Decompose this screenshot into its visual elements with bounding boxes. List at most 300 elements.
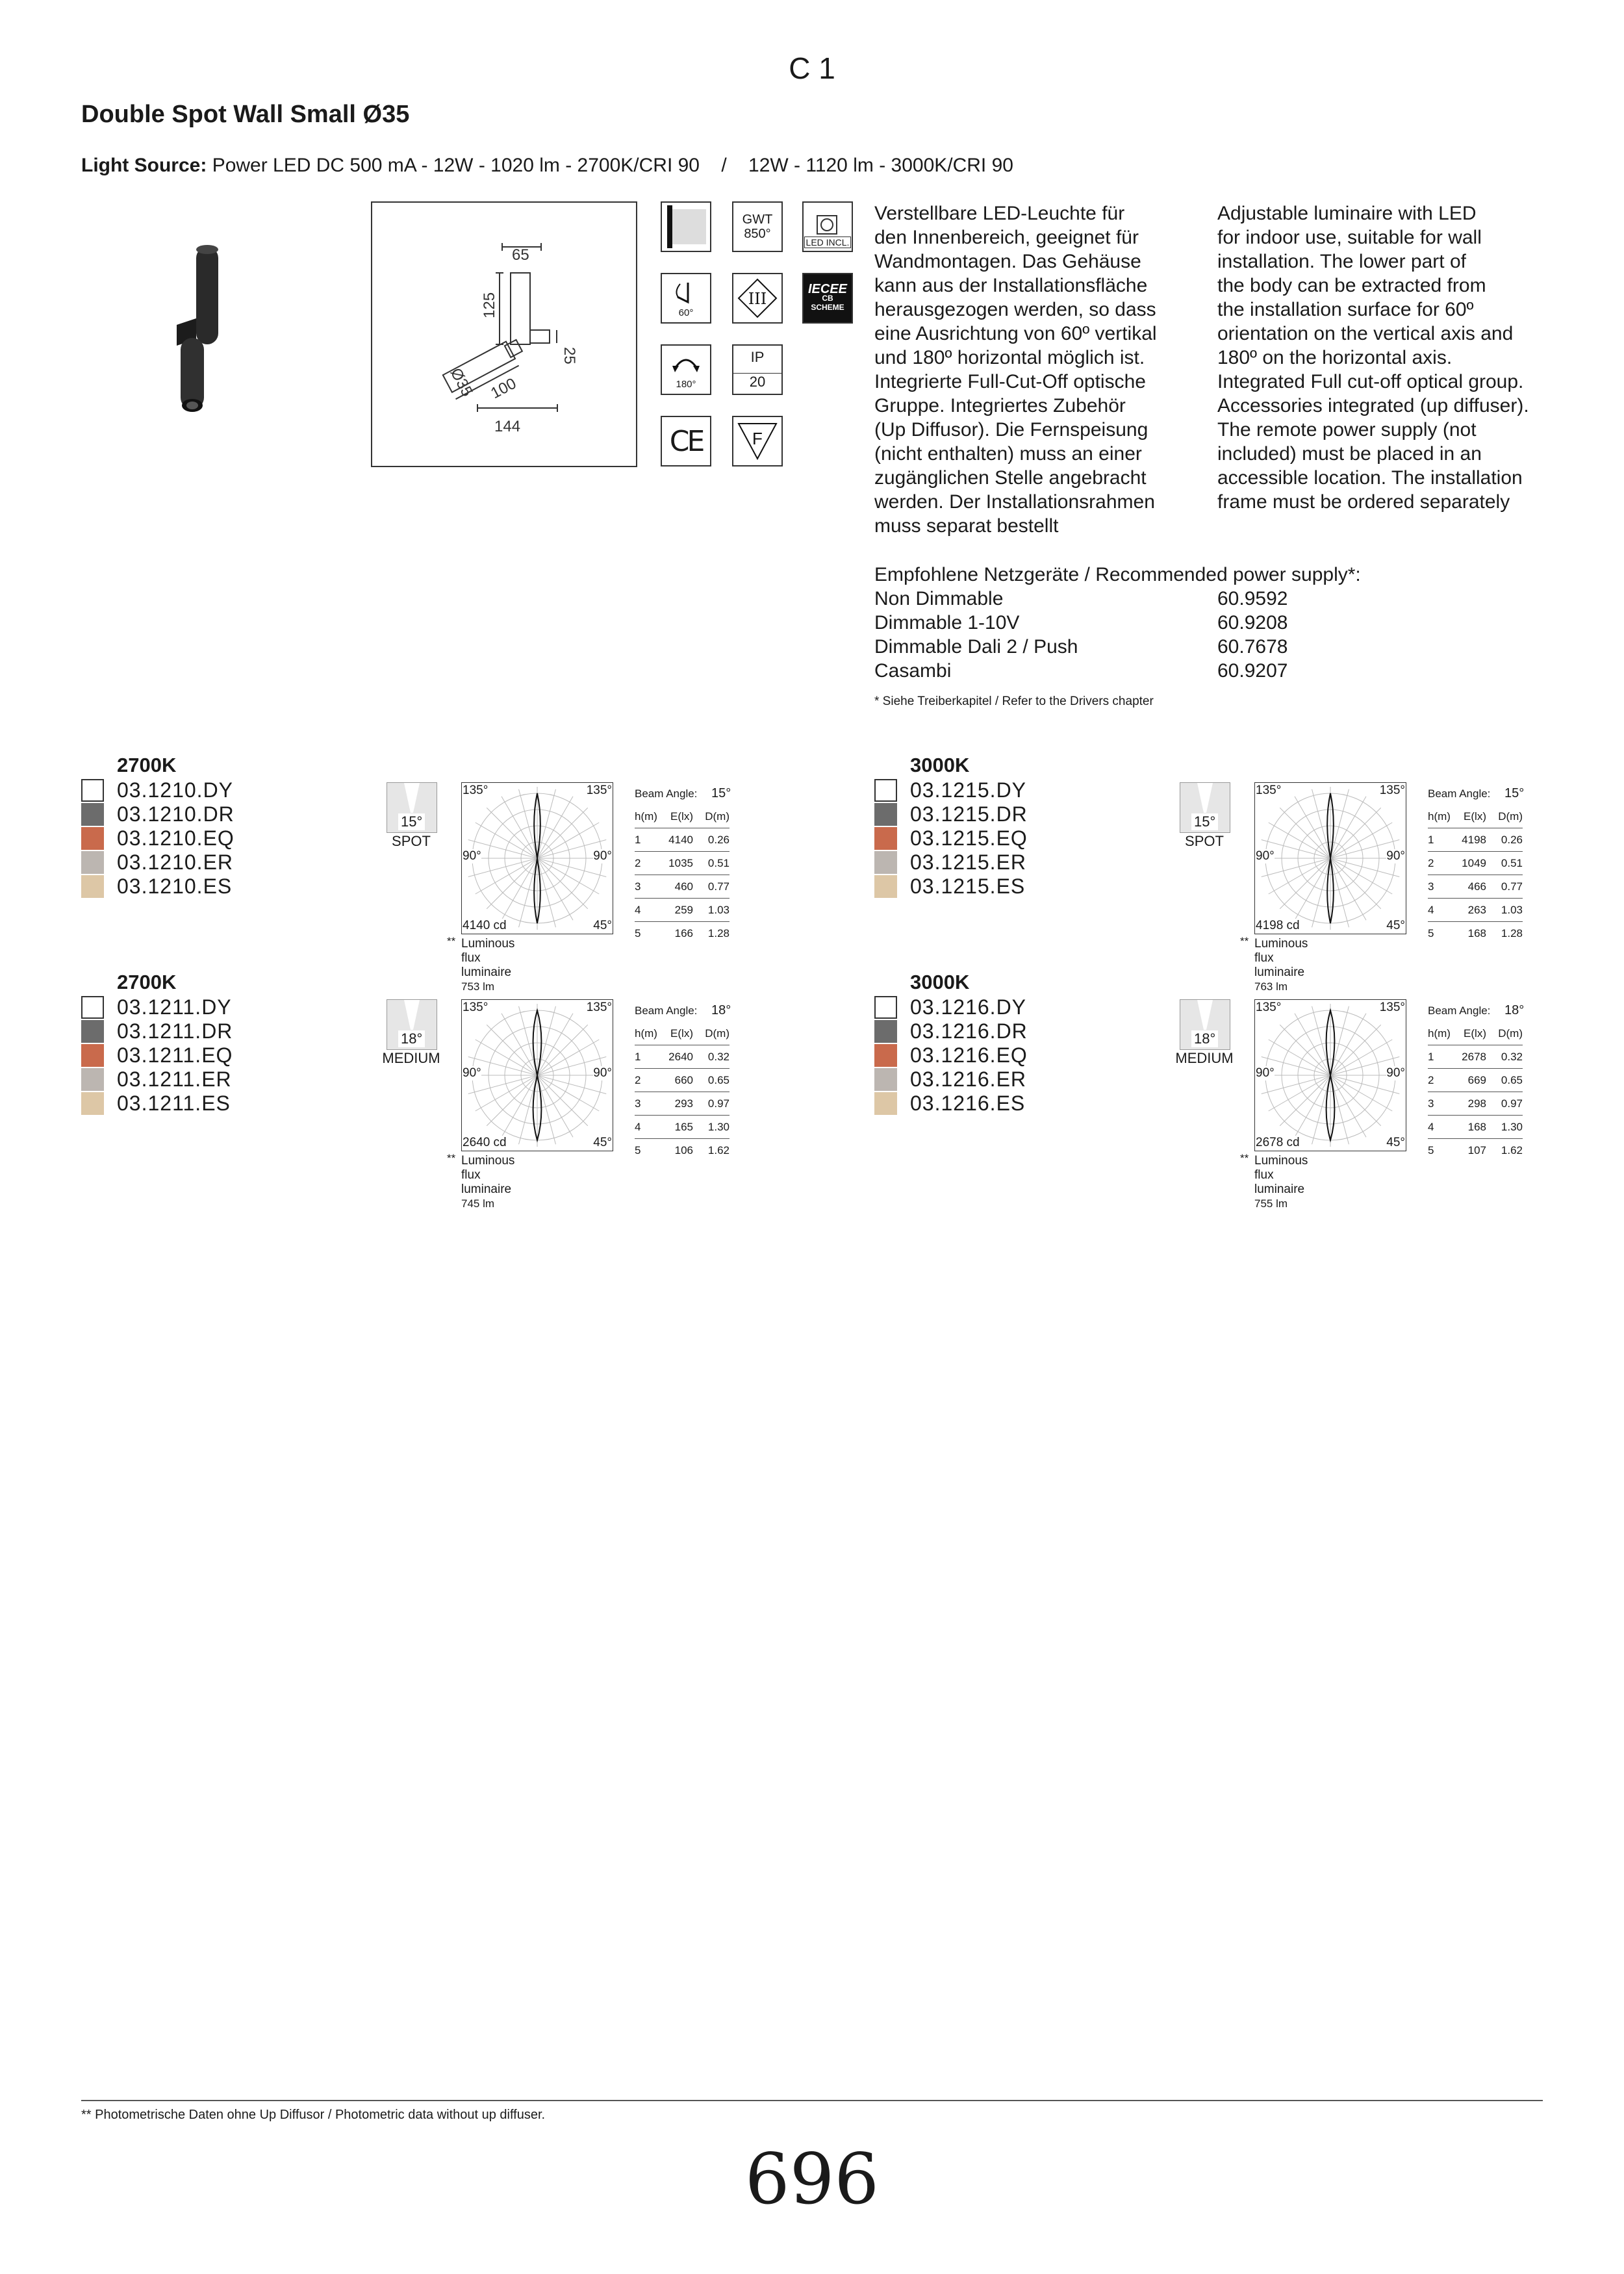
article-code: 03.1210.ER [117, 850, 234, 874]
polar-diagram [461, 782, 613, 934]
article-code-row [81, 995, 233, 1019]
article-code-row [874, 826, 1028, 850]
iecee-logo-icon [802, 273, 853, 324]
photometric-cell: 5 [635, 1143, 641, 1156]
power-supply-row [874, 611, 1361, 635]
article-code-row [874, 802, 1028, 826]
photometric-cell: 4 [1428, 1120, 1434, 1133]
article-code: 03.1215.DY [910, 778, 1027, 802]
photometric-header-cell: h(m) [635, 810, 657, 823]
ip-label: IP [750, 349, 765, 366]
product-image [162, 242, 234, 417]
photometric-cell: 0.97 [1501, 1097, 1523, 1110]
photometric-row [1428, 828, 1523, 852]
finish-swatch [81, 1020, 104, 1043]
beam-angle-value: 15° [1504, 786, 1525, 800]
desc-en-line: Accessories integrated (up diffuser). [1217, 395, 1529, 416]
desc-de-line: werden. Der Installationsrahmen [874, 491, 1155, 513]
photometric-row [635, 852, 730, 875]
finish-swatch [81, 851, 104, 874]
article-code-row [874, 1067, 1028, 1092]
article-code-row [874, 995, 1028, 1019]
photometric-table [1428, 999, 1523, 1162]
photometric-header-row [635, 1022, 730, 1045]
photometric-header-cell: E(lx) [670, 810, 693, 823]
photometric-row [1428, 1116, 1523, 1139]
article-code-row [81, 802, 235, 826]
desc-de-line: Verstellbare LED-Leuchte für [874, 203, 1125, 224]
desc-de-line: und 180º horizontal möglich ist. [874, 347, 1145, 368]
power-supply-code: 60.7678 [1217, 636, 1288, 658]
polar-label-bl: 2678 cd [1256, 1136, 1300, 1149]
photometric-cell: 1.28 [707, 926, 730, 939]
power-supply-name: Dimmable Dali 2 / Push [874, 636, 1078, 658]
photometric-header-cell: D(m) [1498, 1027, 1523, 1040]
photometric-cell: 0.32 [1501, 1050, 1523, 1063]
desc-de-line: muss separat bestellt [874, 515, 1059, 537]
desc-en-line: The remote power supply (not [1217, 419, 1477, 441]
power-supply-section [874, 563, 1361, 713]
photometric-row [635, 875, 730, 899]
rotate-icon [661, 344, 711, 395]
power-supply-row [874, 659, 1361, 683]
dim-25: 25 [561, 347, 578, 364]
photometric-cell: 1.30 [1501, 1120, 1523, 1133]
desc-de-line: Gruppe. Integriertes Zubehör [874, 395, 1126, 416]
photometric-cell: 0.51 [707, 856, 730, 869]
article-code-row [81, 850, 235, 875]
polar-label-mr: 90° [1386, 1066, 1405, 1080]
photometric-header-row [635, 805, 730, 828]
article-code: 03.1210.DR [117, 802, 235, 826]
iecee-line2: CB [822, 294, 833, 303]
wall-mount-icon [661, 201, 711, 252]
class-iii-label: III [748, 290, 767, 308]
dimension-drawing [371, 201, 637, 467]
beam-angle-label: Beam Angle: [635, 1004, 698, 1017]
desc-de-line: (nicht enthalten) muss an einer [874, 443, 1142, 465]
photometric-row [1428, 852, 1523, 875]
photometric-beam-row [635, 782, 730, 805]
photometric-cell: 0.26 [707, 833, 730, 846]
product-title: Double Spot Wall Small Ø35 [81, 101, 410, 128]
class-iii-icon [732, 273, 783, 324]
photometric-cell: 1 [1428, 833, 1434, 846]
article-code-row [874, 1019, 1028, 1043]
rotate-label: 180° [676, 378, 696, 390]
photometric-cell: 2 [635, 856, 641, 869]
photometric-cell: 1.62 [1501, 1143, 1523, 1156]
finish-swatch [81, 996, 104, 1019]
photometric-cell: 3 [1428, 1097, 1434, 1110]
polar-label-br: 45° [1386, 919, 1405, 932]
luminous-flux [1254, 937, 1308, 994]
photometric-cell: 168 [1467, 926, 1486, 939]
photometric-cell: 2 [1428, 1073, 1434, 1086]
luminous-flux [1254, 1154, 1308, 1211]
finish-swatch [81, 1092, 104, 1115]
photometric-cell: 0.65 [1501, 1073, 1523, 1086]
color-temperature: 2700K [117, 971, 177, 993]
beam-type-label: MEDIUM [1175, 1050, 1234, 1066]
desc-en-line: Integrated Full cut-off optical group. [1217, 371, 1524, 392]
photometric-cell: 2 [1428, 856, 1434, 869]
power-supply-name: Dimmable 1-10V [874, 612, 1020, 633]
luminous-flux-label: Luminous flux luminaire [461, 1154, 515, 1196]
article-code-row [874, 875, 1028, 899]
description-de [874, 201, 1157, 538]
desc-de-line: Wandmontagen. Das Gehäuse [874, 251, 1141, 272]
article-code-row [81, 778, 235, 802]
photometric-cell: 0.51 [1501, 856, 1523, 869]
color-temperature: 3000K [910, 971, 970, 993]
footnote-marker: ** [1240, 1152, 1249, 1164]
photometric-cell: 263 [1467, 903, 1486, 916]
beam-angle-label: Beam Angle: [1428, 1004, 1491, 1017]
photometric-cell: 0.77 [707, 880, 730, 893]
desc-en-line: accessible location. The installation [1217, 467, 1523, 489]
article-code: 03.1216.ES [910, 1092, 1026, 1115]
photometric-cell: 5 [1428, 926, 1434, 939]
footnote-marker: ** [447, 935, 456, 947]
finish-swatch [81, 1068, 104, 1091]
article-code: 03.1216.DR [910, 1019, 1028, 1043]
photometric-cell: 4198 [1462, 833, 1486, 846]
photometric-cell: 1035 [668, 856, 693, 869]
power-supply-code: 60.9592 [1217, 588, 1288, 609]
photometric-cell: 0.77 [1501, 880, 1523, 893]
photometric-row [635, 899, 730, 922]
photometric-cell: 1 [1428, 1050, 1434, 1063]
desc-en-line: the body can be extracted from [1217, 275, 1486, 296]
finish-swatch [81, 1044, 104, 1067]
photometric-row [1428, 1139, 1523, 1162]
photometric-cell: 4 [635, 1120, 641, 1133]
photometric-cell: 5 [1428, 1143, 1434, 1156]
light-source-text: Power LED DC 500 mA - 12W - 1020 lm - 2700K/CRI 90 / 12W - 1120 lm - 3000K/CRI 90 [212, 155, 1013, 176]
article-code-list [81, 778, 235, 899]
article-code: 03.1211.DY [117, 995, 232, 1019]
power-supply-name: Casambi [874, 660, 952, 682]
photometric-row [635, 922, 730, 945]
polar-label-ml: 90° [463, 849, 481, 863]
polar-label-bl: 4198 cd [1256, 919, 1300, 932]
photometric-header-cell: D(m) [705, 1027, 730, 1040]
photometric-cell: 3 [635, 1097, 641, 1110]
article-code: 03.1211.DR [117, 1019, 233, 1043]
beam-type-label: SPOT [392, 833, 431, 849]
photometric-cell: 2 [635, 1073, 641, 1086]
finish-swatch [874, 996, 897, 1019]
glow-wire-icon [732, 201, 783, 252]
photometric-cell: 293 [674, 1097, 693, 1110]
led-incl-label: LED INCL. [804, 236, 852, 248]
f-mark-label: F [752, 429, 763, 448]
article-code-row [874, 778, 1028, 802]
polar-label-ml: 90° [1256, 849, 1275, 863]
article-code: 03.1210.EQ [117, 826, 235, 850]
desc-en-line: Adjustable luminaire with LED [1217, 203, 1477, 224]
article-code: 03.1211.ES [117, 1092, 231, 1115]
photometric-cell: 1 [635, 1050, 641, 1063]
desc-de-line: Integrierte Full-Cut-Off optische [874, 371, 1146, 392]
footnote: ** Photometrische Daten ohne Up Diffusor / Photometric data without up diffuser. [81, 2108, 546, 2122]
photometric-cell: 460 [674, 880, 693, 893]
article-code-row [81, 1067, 233, 1092]
desc-en-line: the installation surface for 60º [1217, 299, 1474, 320]
beam-angle-value: 15° [711, 786, 731, 800]
desc-de-line: den Innenbereich, geeignet für [874, 227, 1139, 248]
photometric-cell: 4 [635, 903, 641, 916]
gwt-line2: 850° [744, 227, 771, 241]
article-code: 03.1210.ES [117, 875, 233, 898]
photometric-header-cell: D(m) [705, 810, 730, 823]
photometric-header-cell: h(m) [1428, 810, 1451, 823]
luminous-flux-label: Luminous flux luminaire [1254, 937, 1308, 979]
polar-label-ml: 90° [463, 1066, 481, 1080]
photometric-cell: 4140 [668, 833, 693, 846]
photometric-cell: 2640 [668, 1050, 693, 1063]
beam-degree: 18° [398, 1030, 425, 1047]
article-code: 03.1210.DY [117, 778, 234, 802]
polar-label-br: 45° [593, 919, 612, 932]
polar-label-bl: 4140 cd [463, 919, 507, 932]
photometric-cell: 107 [1467, 1143, 1486, 1156]
photometric-row [635, 1092, 730, 1116]
gwt-line1: GWT [742, 212, 773, 227]
photometric-header-cell: h(m) [1428, 1027, 1451, 1040]
photometric-beam-row [1428, 782, 1523, 805]
article-code: 03.1215.ES [910, 875, 1026, 898]
photometric-table [1428, 782, 1523, 945]
photometric-beam-row [635, 999, 730, 1022]
photometric-cell: 1049 [1462, 856, 1486, 869]
desc-de-line: herausgezogen werden, so dass [874, 299, 1156, 320]
led-included-icon [802, 201, 853, 252]
polar-label-tl: 135° [463, 1001, 488, 1014]
desc-en-line: installation. The lower part of [1217, 251, 1466, 272]
article-code: 03.1211.ER [117, 1067, 232, 1091]
photometric-table [635, 999, 730, 1162]
photometric-cell: 0.65 [707, 1073, 730, 1086]
photometric-cell: 0.26 [1501, 833, 1523, 846]
page-tag: C 1 [789, 51, 835, 85]
dim-100: 100 [488, 374, 520, 403]
luminous-flux-value: 753 lm [461, 980, 495, 993]
desc-de-line: (Up Diffusor). Die Fernspeisung [874, 419, 1148, 441]
polar-label-tl: 135° [1256, 1001, 1282, 1014]
polar-label-tl: 135° [463, 784, 488, 797]
polar-label-tr: 135° [586, 1001, 612, 1014]
color-temperature: 2700K [117, 754, 177, 776]
light-source [81, 155, 1013, 177]
beam-angle-label: Beam Angle: [1428, 787, 1491, 800]
power-supply-note: * Siehe Treiberkapitel / Refer to the Drivers chapter [874, 695, 1154, 708]
power-supply-heading: Empfohlene Netzgeräte / Recommended power supply*: [874, 564, 1361, 585]
polar-label-mr: 90° [593, 1066, 612, 1080]
footnote-marker: ** [1240, 935, 1249, 947]
photometric-cell: 1.30 [707, 1120, 730, 1133]
photometric-row [1428, 1069, 1523, 1092]
finish-swatch [81, 779, 104, 802]
finish-swatch [874, 875, 897, 898]
finish-swatch [874, 803, 897, 826]
photometric-cell: 259 [674, 903, 693, 916]
dim-144: 144 [494, 418, 521, 435]
luminous-flux-value: 755 lm [1254, 1197, 1288, 1210]
photometric-header-cell: E(lx) [1464, 1027, 1486, 1040]
ip-value: 20 [733, 373, 781, 390]
article-code-row [81, 875, 235, 899]
iecee-line1: IECEE [807, 282, 848, 296]
beam-type-label: MEDIUM [382, 1050, 440, 1066]
article-code: 03.1215.EQ [910, 826, 1028, 850]
photometric-row [635, 828, 730, 852]
finish-swatch [874, 1068, 897, 1091]
polar-label-br: 45° [593, 1136, 612, 1149]
photometric-header-cell: E(lx) [1464, 810, 1486, 823]
article-code-list [81, 995, 233, 1116]
photometric-table [635, 782, 730, 945]
finish-swatch [874, 827, 897, 850]
photometric-header-cell: E(lx) [670, 1027, 693, 1040]
desc-en-line: included) must be placed in an [1217, 443, 1482, 465]
ip-rating-icon [732, 344, 783, 395]
dim-35: Ø35 [446, 365, 476, 400]
article-code: 03.1211.EQ [117, 1043, 233, 1067]
finish-swatch [81, 875, 104, 898]
light-source-label: Light Source: [81, 155, 207, 176]
finish-swatch [81, 803, 104, 826]
ce-mark-icon: CE [661, 416, 711, 466]
finish-swatch [874, 779, 897, 802]
article-code-row [81, 1043, 233, 1067]
color-temperature: 3000K [910, 754, 970, 776]
footer-divider [81, 2100, 1543, 2101]
luminous-flux-label: Luminous flux luminaire [1254, 1154, 1308, 1196]
power-supply-code: 60.9207 [1217, 660, 1288, 682]
photometric-cell: 106 [674, 1143, 693, 1156]
photometric-cell: 466 [1467, 880, 1486, 893]
finish-swatch [874, 1020, 897, 1043]
desc-en-line: frame must be ordered separately [1217, 491, 1510, 513]
polar-diagram [1254, 999, 1406, 1151]
f-mark-icon [732, 416, 783, 466]
polar-label-tr: 135° [1379, 784, 1405, 797]
photometric-cell: 3 [635, 880, 641, 893]
photometric-row [635, 1116, 730, 1139]
polar-label-tl: 135° [1256, 784, 1282, 797]
polar-label-mr: 90° [593, 849, 612, 863]
photometric-row [1428, 1045, 1523, 1069]
photometric-row [1428, 922, 1523, 945]
article-code-row [81, 1092, 233, 1116]
luminous-flux-value: 763 lm [1254, 980, 1288, 993]
desc-de-line: zugänglichen Stelle angebracht [874, 467, 1147, 489]
desc-en-line: orientation on the vertical axis and [1217, 323, 1514, 344]
finish-swatch [874, 1044, 897, 1067]
polar-label-mr: 90° [1386, 849, 1405, 863]
page-number: 696 [744, 2139, 880, 2220]
photometric-cell: 2678 [1462, 1050, 1486, 1063]
photometric-row [635, 1139, 730, 1162]
beam-type-label: SPOT [1185, 833, 1224, 849]
desc-en-line: for indoor use, suitable for wall [1217, 227, 1482, 248]
photometric-cell: 166 [674, 926, 693, 939]
finish-swatch [81, 827, 104, 850]
article-code: 03.1215.DR [910, 802, 1028, 826]
power-supply-code: 60.9208 [1217, 612, 1288, 633]
photometric-header-cell: D(m) [1498, 810, 1523, 823]
beam-degree: 18° [1191, 1030, 1218, 1047]
photometric-cell: 1.03 [707, 903, 730, 916]
beam-angle-value: 18° [1504, 1003, 1525, 1017]
beam-degree: 15° [1191, 813, 1218, 830]
desc-de-line: eine Ausrichtung von 60º vertikal [874, 323, 1157, 344]
article-code: 03.1215.ER [910, 850, 1027, 874]
polar-diagram [1254, 782, 1406, 934]
power-supply-row [874, 587, 1361, 611]
dim-65: 65 [512, 246, 529, 264]
photometric-beam-row [1428, 999, 1523, 1022]
photometric-cell: 1.03 [1501, 903, 1523, 916]
luminous-flux [461, 937, 514, 994]
article-code-row [874, 1043, 1028, 1067]
photometric-cell: 1.28 [1501, 926, 1523, 939]
power-supply-name: Non Dimmable [874, 588, 1004, 609]
photometric-row [1428, 875, 1523, 899]
photometric-header-cell: h(m) [635, 1027, 657, 1040]
article-code-list [874, 778, 1028, 899]
luminous-flux-value: 745 lm [461, 1197, 495, 1210]
photometric-cell: 1.62 [707, 1143, 730, 1156]
beam-degree: 15° [398, 813, 425, 830]
finish-swatch [874, 851, 897, 874]
footnote-marker: ** [447, 1152, 456, 1164]
photometric-cell: 660 [674, 1073, 693, 1086]
photometric-row [635, 1069, 730, 1092]
photometric-cell: 3 [1428, 880, 1434, 893]
power-supply-row [874, 635, 1361, 659]
article-code: 03.1216.DY [910, 995, 1027, 1019]
photometric-cell: 0.32 [707, 1050, 730, 1063]
photometric-cell: 298 [1467, 1097, 1486, 1110]
finish-swatch [874, 1092, 897, 1115]
photometric-cell: 1 [635, 833, 641, 846]
photometric-cell: 165 [674, 1120, 693, 1133]
polar-label-bl: 2640 cd [463, 1136, 507, 1149]
polar-diagram [461, 999, 613, 1151]
photometric-header-row [1428, 1022, 1523, 1045]
photometric-row [1428, 899, 1523, 922]
article-code-list [874, 995, 1028, 1116]
polar-label-ml: 90° [1256, 1066, 1275, 1080]
photometric-cell: 0.97 [707, 1097, 730, 1110]
beam-angle-value: 18° [711, 1003, 731, 1017]
photometric-row [1428, 1092, 1523, 1116]
photometric-cell: 669 [1467, 1073, 1486, 1086]
polar-label-tr: 135° [1379, 1001, 1405, 1014]
tilt-icon [661, 273, 711, 324]
dim-125: 125 [481, 292, 498, 318]
iecee-line3: SCHEME [811, 303, 844, 312]
polar-label-br: 45° [1386, 1136, 1405, 1149]
luminous-flux-label: Luminous flux luminaire [461, 937, 515, 979]
photometric-header-row [1428, 805, 1523, 828]
luminous-flux [461, 1154, 514, 1211]
photometric-cell: 5 [635, 926, 641, 939]
article-code-row [874, 850, 1028, 875]
